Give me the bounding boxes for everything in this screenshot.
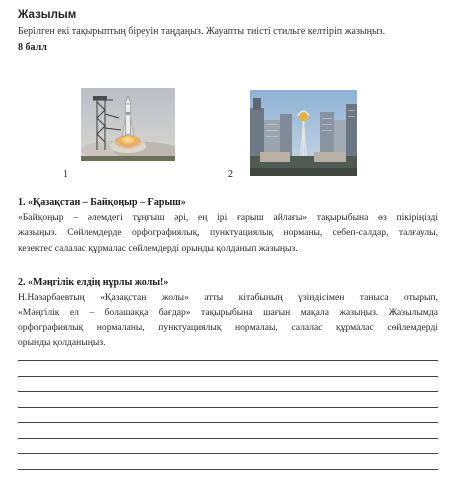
topic-2-line: Н.Назарбаевтың «Қазақстан жолы» атты кітабының үзіндісімен танысa отырып,	[18, 292, 438, 303]
answer-line[interactable]	[18, 376, 438, 377]
points-value: 8 балл	[18, 42, 47, 53]
topic-1-line: жазыңыз. Сөйлемдерде орфографиялық, пунктуациялық норманы, себеп-салдар, талғаулы,	[18, 227, 438, 238]
topic-2-line: «Мәңгілік ел – болашаққа бағдар» тақырыбына шағын мақала жазыңыз. Жазылымда	[18, 307, 438, 318]
rocket-launch-image	[81, 88, 175, 161]
answer-line[interactable]	[18, 391, 438, 392]
city-skyline-image	[250, 90, 357, 176]
task-instruction: Берілген екі тақырыптың біреуін таңдаңыз. Жауапты тиісті стильге келтіріп жазыңыз.	[18, 26, 386, 37]
answer-line[interactable]	[18, 438, 438, 439]
image-2-label: 2	[228, 169, 233, 180]
topic-1-line: кезектес салалас құрмалас сөйлемдерді орынды қолданып жазыңыз.	[18, 243, 298, 254]
topic-2-line: орфографиялық нормаланы, пунктуациялық нормалаы, салалас құрмалас сөйлемдерді	[18, 322, 438, 333]
topic-2-title: 2. «Мәңгілік елдің нұрлы жолы!»	[18, 277, 169, 288]
image-1-label: 1	[63, 169, 68, 180]
answer-line[interactable]	[18, 469, 438, 470]
section-title: Жазылым	[18, 9, 77, 21]
answer-line[interactable]	[18, 407, 438, 408]
answer-line[interactable]	[18, 453, 438, 454]
topic-2-line: орынды қолданыңыз.	[18, 337, 106, 348]
rocket-launch-illustration	[81, 88, 175, 161]
answer-line[interactable]	[18, 422, 438, 423]
topic-1-title: 1. «Қазақстан – Байқоңыр – Ғарыш»	[18, 197, 186, 208]
answer-line[interactable]	[18, 360, 438, 361]
city-skyline-illustration	[250, 90, 357, 176]
topic-1-line: «Байқоңыр – әлемдегі тұңғыш әрі, ең ірі ғарыш айлағы» тақырыбына өз пікіріңізді	[18, 212, 438, 223]
